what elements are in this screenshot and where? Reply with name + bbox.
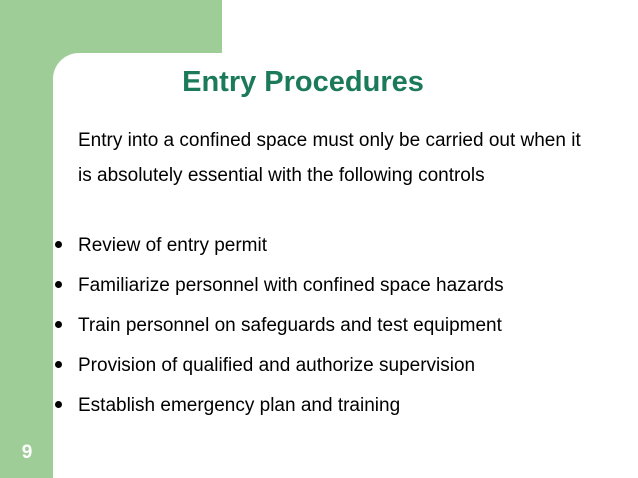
bullet-dot-icon	[55, 241, 62, 248]
bullet-item	[0, 234, 638, 274]
bullet-item	[0, 274, 638, 314]
bullet-text: Familiarize personnel with confined space hazards	[78, 275, 504, 296]
content-panel-corner	[53, 53, 105, 105]
bullet-item	[0, 394, 638, 434]
page-number: 9	[21, 442, 33, 463]
top-accent-band	[0, 0, 222, 53]
bullet-text: Establish emergency plan and training	[78, 395, 401, 416]
intro-paragraph: Entry into a confined space must only be carried out when it is absolutely essential with the following controls	[78, 130, 581, 186]
bullet-item	[0, 314, 638, 354]
bullet-dot-icon	[55, 401, 62, 408]
bullet-dot-icon	[55, 281, 62, 288]
bullet-dot-icon	[55, 361, 62, 368]
bullet-text: Provision of qualified and authorize supervision	[78, 355, 476, 376]
slide-title: Entry Procedures	[182, 66, 424, 98]
bullet-text: Train personnel on safeguards and test equipment	[78, 315, 502, 336]
bullet-dot-icon	[55, 321, 62, 328]
bullet-text: Review of entry permit	[78, 235, 268, 256]
bullet-list	[0, 234, 638, 434]
bullet-item	[0, 354, 638, 394]
